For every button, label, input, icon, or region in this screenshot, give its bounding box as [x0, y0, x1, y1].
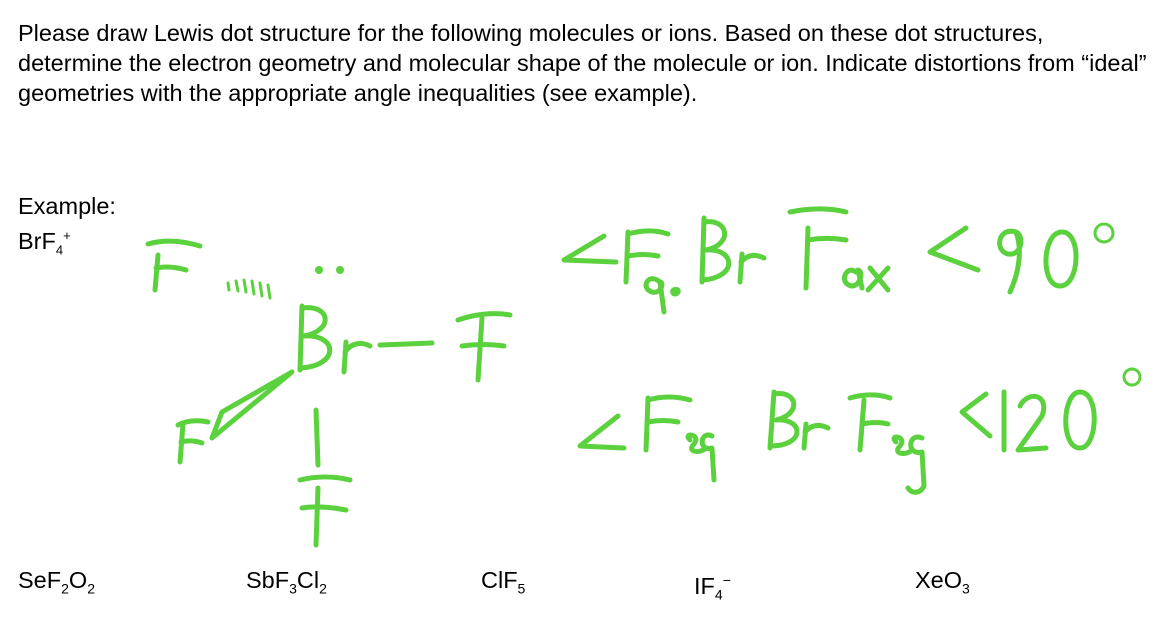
lone-pair-dot	[336, 266, 344, 274]
handwritten-atom-top-f	[148, 241, 200, 290]
example-label: Example:	[18, 193, 116, 219]
formula-subscript: 4	[55, 242, 64, 258]
formula-subscript: 2	[87, 580, 95, 597]
molecule-clf5	[481, 566, 525, 603]
formula-text: ClF	[481, 567, 518, 593]
molecule-sbf3cl2	[246, 566, 327, 603]
hashed-wedge-bond	[228, 280, 270, 298]
formula-text: Cl	[296, 567, 320, 593]
handwritten-atom-left-f	[178, 421, 208, 462]
formula-subscript: 2	[61, 580, 69, 597]
handwritten-atom-br	[300, 306, 370, 372]
formula-text: Se	[18, 567, 47, 593]
formula-subscript: 5	[517, 580, 526, 597]
handwritten-angle-inequality-2	[580, 369, 1140, 492]
handwritten-angle-inequality-1	[564, 209, 1113, 312]
molecule-xeo3	[915, 566, 970, 603]
formula-subscript: 4	[714, 586, 723, 603]
single-bond-right	[380, 343, 432, 345]
formula-base: BrF	[18, 227, 56, 254]
lone-pair-dot	[315, 266, 323, 274]
formula-text: Sb	[246, 567, 275, 593]
handwritten-atom-right-f	[458, 314, 510, 380]
solid-wedge-bond	[212, 372, 292, 438]
formula-text: IF	[694, 572, 715, 599]
handwritten-atom-bottom-f	[300, 477, 350, 545]
formula-text: F	[46, 567, 62, 593]
formula-text: F	[274, 567, 290, 593]
formula-text: XeO	[915, 567, 963, 593]
molecule-sef2o2	[18, 566, 95, 603]
formula-text: O	[68, 567, 88, 593]
formula-subscript: 2	[319, 580, 327, 597]
molecule-if4-minus	[694, 566, 731, 609]
formula-subscript: 3	[289, 580, 297, 597]
formula-charge: +	[63, 228, 71, 243]
formula-subscript: 3	[962, 580, 970, 597]
formula-charge: −	[722, 572, 731, 588]
instructions-paragraph: Please draw Lewis dot structure for the following molecules or ions. Based on these dot structures, determine the electron geometry and molecular shape of the molecule or ion. Indicate distortions from “ideal” geometries with the appropriate angle inequalities (see example).	[18, 20, 1147, 106]
single-bond-down	[316, 410, 318, 465]
